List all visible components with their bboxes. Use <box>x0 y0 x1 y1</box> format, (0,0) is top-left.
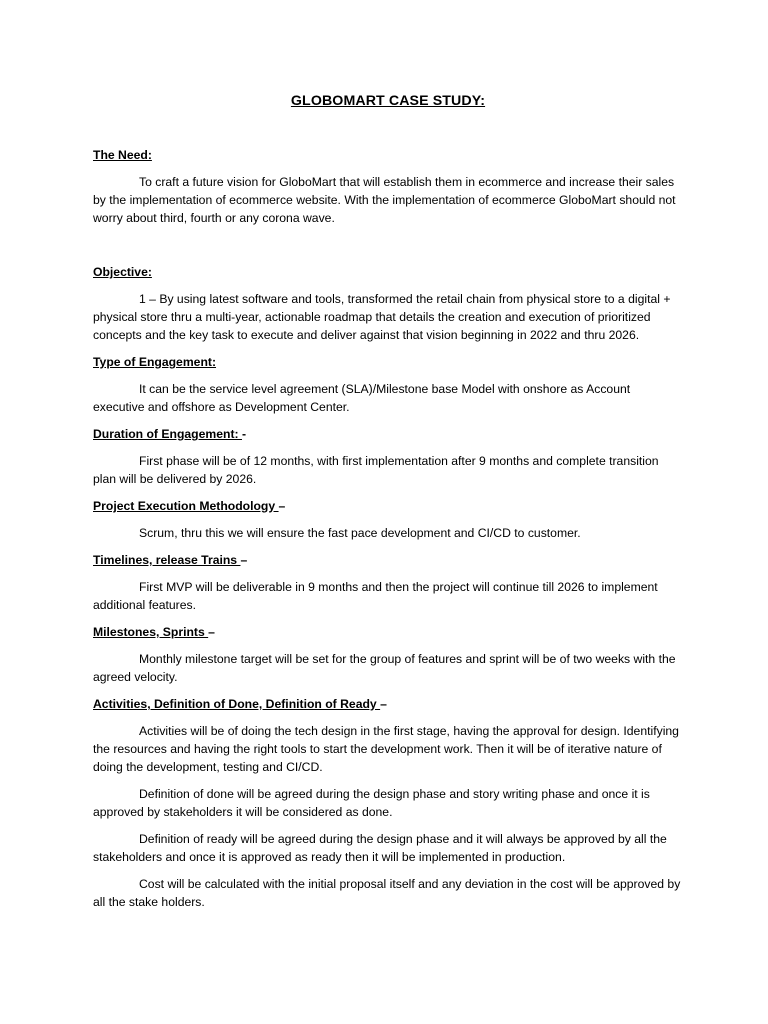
heading-text: Duration of Engagement: <box>93 427 242 441</box>
heading-text: Activities, Definition of Done, Definition of Ready <box>93 697 381 711</box>
heading-suffix: – <box>240 553 248 567</box>
document-body <box>93 92 683 911</box>
section-heading-engagement-type <box>93 353 683 371</box>
heading-suffix: - <box>241 427 247 441</box>
section-heading-duration <box>93 425 683 443</box>
document-title: GLOBOMART CASE STUDY: <box>290 93 486 109</box>
section-heading-objective <box>93 263 683 281</box>
paragraph-definition-of-done: Definition of done will be agreed during the design phase and story writing phase and once it is approved by stakeholders it will be considered as done. <box>93 787 650 819</box>
heading-text: Type of Engagement: <box>93 355 217 369</box>
paragraph-activities: Activities will be of doing the tech design in the first stage, having the approval for design. Identifying the resources and having the right tools to start the development work. Then it will be of iterative nature of doing the development, testing and CI/CD. <box>93 724 679 774</box>
paragraph-methodology: Scrum, thru this we will ensure the fast pace development and CI/CD to customer. <box>139 526 581 540</box>
heading-suffix: – <box>208 625 215 639</box>
heading-text: The Need: <box>93 148 152 162</box>
section-heading-need <box>93 146 683 164</box>
paragraph-timelines: First MVP will be deliverable in 9 months and then the project will continue till 2026 to implement additional features. <box>93 580 658 612</box>
paragraph-cost: Cost will be calculated with the initial proposal itself and any deviation in the cost will be approved by all the stake holders. <box>93 877 681 909</box>
heading-suffix: – <box>278 499 286 513</box>
heading-text: Timelines, release Trains <box>93 553 241 567</box>
heading-text: Milestones, Sprints <box>93 625 209 639</box>
heading-text: Project Execution Methodology <box>93 499 279 513</box>
heading-text: Objective: <box>93 265 152 279</box>
section-heading-timelines <box>93 551 683 569</box>
heading-suffix: – <box>380 697 387 711</box>
paragraph-engagement-type: It can be the service level agreement (SLA)/Milestone base Model with onshore as Account executive and offshore as Development Center. <box>93 382 631 414</box>
paragraph-objective: 1 – By using latest software and tools, transformed the retail chain from physical store to a digital + physical store thru a multi-year, actionable roadmap that details the creation and execution of prioritized concepts and the key task to execute and deliver against that vision beginning in 2022 and thru 2026. <box>93 292 671 342</box>
section-heading-milestones <box>93 623 683 641</box>
section-heading-methodology <box>93 497 683 515</box>
section-heading-activities <box>93 695 683 713</box>
paragraph-milestones: Monthly milestone target will be set for the group of features and sprint will be of two weeks with the agreed velocity. <box>93 652 676 684</box>
paragraph-duration: First phase will be of 12 months, with first implementation after 9 months and complete transition plan will be delivered by 2026. <box>93 454 659 486</box>
paragraph-definition-of-ready: Definition of ready will be agreed during the design phase and it will always be approved by all the stakeholders and once it is approved as ready then it will be implemented in production. <box>93 832 667 864</box>
paragraph-need: To craft a future vision for GloboMart that will establish them in ecommerce and increase their sales by the implementation of ecommerce website. With the implementation of ecommerce GloboMart should not worry about third, fourth or any corona wave. <box>93 175 676 225</box>
